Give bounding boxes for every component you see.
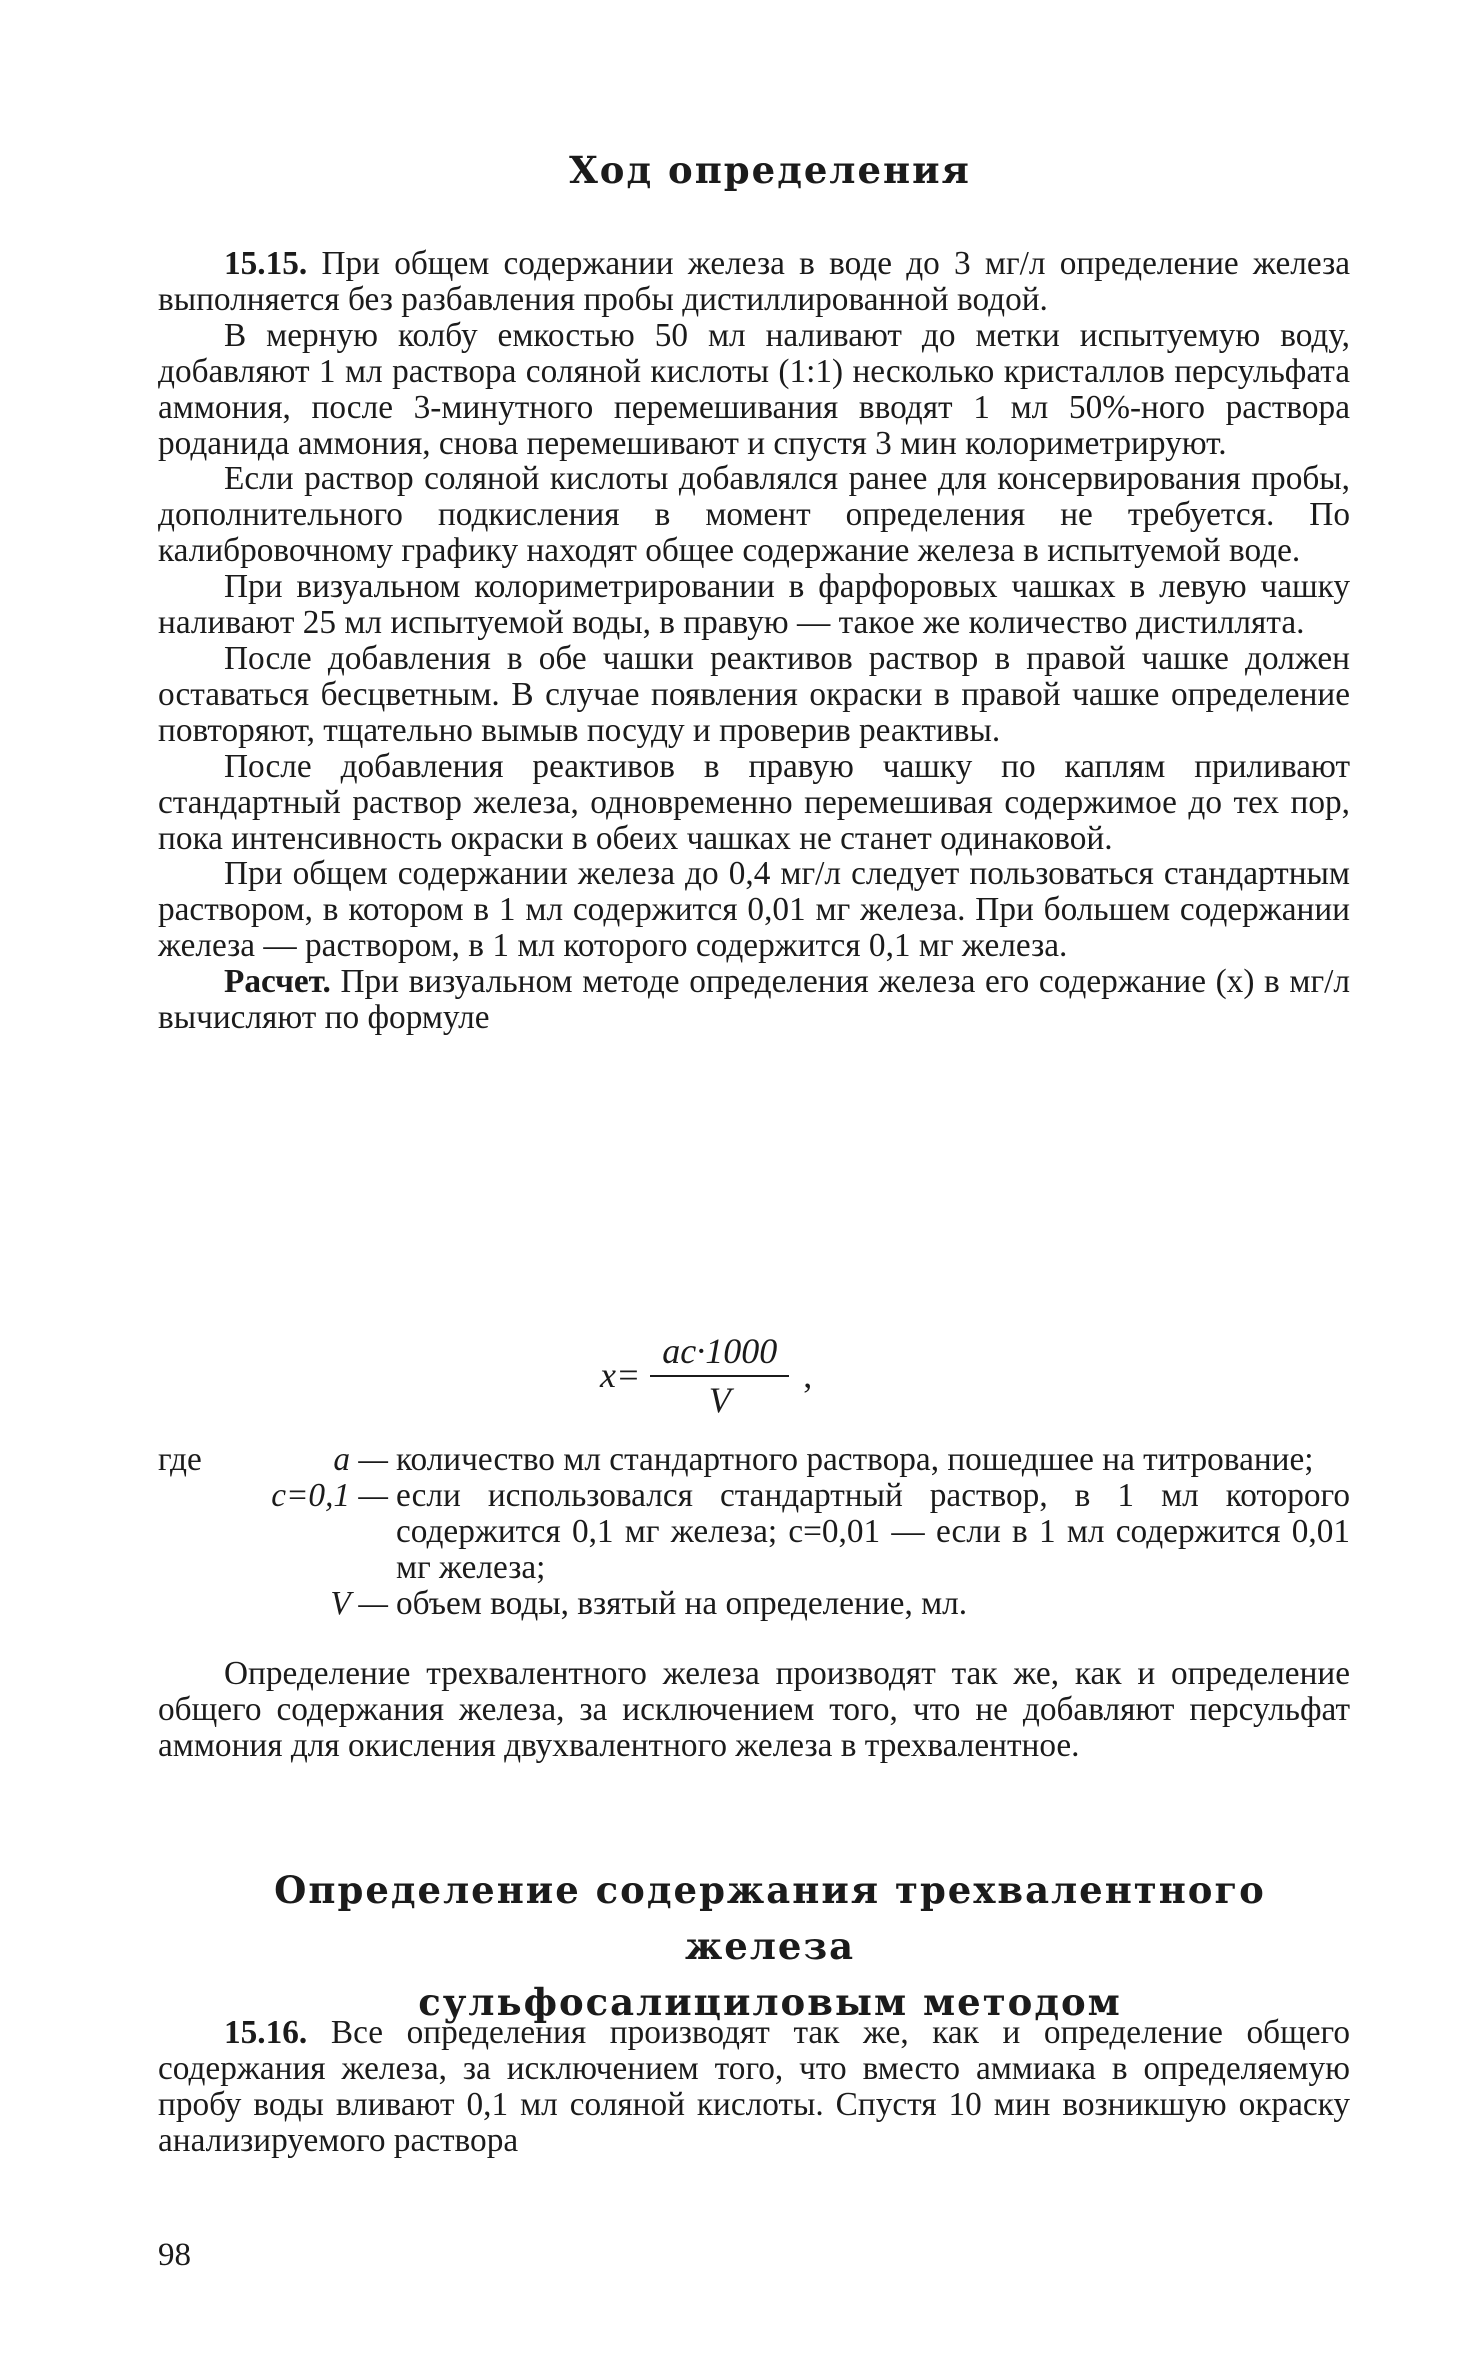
formula-comma: , [803,1355,813,1395]
definition-symbol: V — [330,1584,388,1622]
heading-line: Определение содержания трехвалентного железа [274,1868,1266,1968]
section-15-16 [158,2015,1350,2159]
definition-row [158,1586,1350,1622]
paragraph [158,246,1350,318]
definition-symbol: c=0,1 — [271,1476,388,1514]
heading-line: сульфосалициловым методом [418,1980,1122,2024]
paragraph: При общем содержании железа до 0,4 мг/л следует пользоваться стандартным раствором, в котором в 1 мл содержится 0,01 мг железа. При большем содержании железа — раствором, в 1 мл которого содержится 0,1 мг железа. [158,855,1350,965]
definition-text: количество мл стандартного раствора, пошедшее на титрование; [396,1441,1314,1478]
paragraph: После добавления в обе чашки реактивов раствор в правой чашке должен оставаться бесцветным. В случае появления окраски в правой чашке определение повторяют, тщательно вымыв посуду и проверив реактивы. [158,639,1350,749]
definitions-lead: где [158,1441,202,1478]
section-heading-sulfosalicylic [200,1862,1340,2030]
definition-row [158,1478,1350,1586]
definition-text: если использовался стандартный раствор, в 1 мл которого содержится 0,1 мг железа; c=0,01 — если в 1 мл содержится 0,01 мг железа; [396,1476,1350,1586]
paragraph [158,964,1350,1036]
calc-text: При визуальном методе определения железа его содержание (x) в мг/л вычисляют по формуле [158,963,1350,1037]
definition-symbol: a — [333,1441,388,1478]
formula [600,1330,812,1420]
paragraph [158,2015,1350,2159]
paragraph: Определение трехвалентного железа производят так же, как и определение общего содержания железа, за исключением того, что не добавляют персульфат аммония для окисления двухвалентного железа в трехвалентное. [158,1655,1350,1764]
definition-row [158,1442,1350,1478]
page-number: 98 [158,2237,191,2273]
section-number: 15.16. [224,2014,308,2051]
definition-text: объем воды, взятый на определение, мл. [396,1584,968,1622]
formula-denominator: V [708,1379,731,1420]
section-number: 15.15. [224,245,308,282]
calc-label: Расчет. [224,963,331,1001]
formula-fraction [650,1330,789,1421]
paragraph-text: Все определения производят так же, как и определение общего содержания железа, за исключением того, что вместо аммиака в определяемую пробу воды вливают 0,1 мл соляной кислоты. Спустя 10 мин возникшую окраску анализируемого раствора [158,2014,1350,2159]
trivalent-paragraph-block [158,1656,1350,1764]
paragraph: При визуальном колориметрировании в фарфоровых чашках в левую чашку наливают 25 мл испытуемой воды, в правую — такое же количество дистиллята. [158,568,1350,642]
formula-lhs: x= [600,1355,641,1395]
paragraph: Если раствор соляной кислоты добавлялся ранее для консервирования пробы, дополнительного подкисления в момент определения не требуется. По калибровочному графику находят общее содержание железа в испытуемой воде. [158,460,1350,570]
paragraph: В мерную колбу емкостью 50 мл наливают до метки испытуемую воду, добавляют 1 мл раствора соляной кислоты (1:1) несколько кристаллов персульфата аммония, после 3-минутного перемешивания вводят 1 мл 50%-ного раствора роданида аммония, снова перемешивают и спустя 3 мин колориметрируют. [158,316,1350,462]
section-heading-procedure: Ход определения [569,148,971,192]
variable-definitions [158,1442,1350,1622]
paragraph: После добавления реактивов в правую чашку по каплям приливают стандартный раствор железа, одновременно перемешивая содержимое до тех пор, пока интенсивность окраски в обеих чашках не станет одинаковой. [158,747,1350,857]
section-15-15 [158,246,1350,1036]
paragraph-text: При общем содержании железа в воде до 3 мг/л определение железа выполняется без разбавления пробы дистиллированной водой. [158,245,1351,318]
formula-numerator: ac·1000 [650,1330,789,1377]
